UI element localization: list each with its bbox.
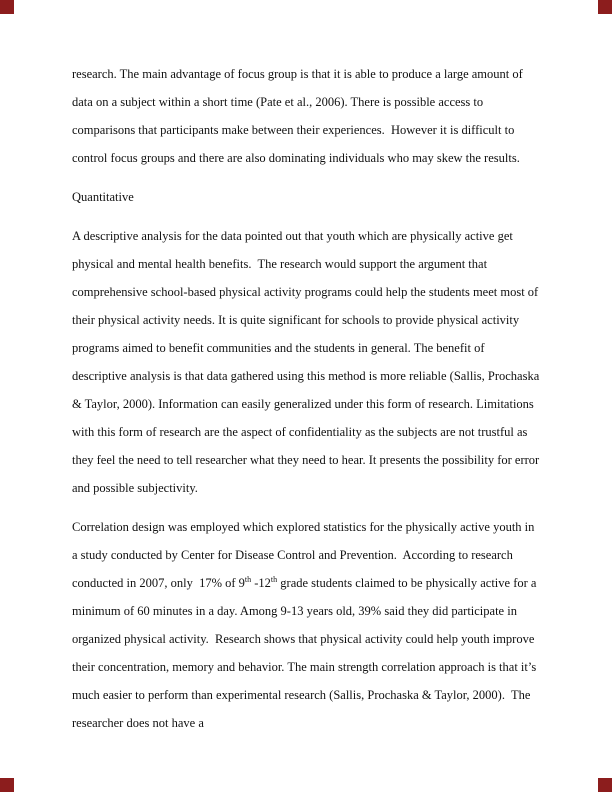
corner-mark-top-right (598, 0, 612, 14)
heading-quantitative (72, 183, 540, 211)
text-segment: Quantitative (72, 190, 134, 204)
corner-mark-bottom-left (0, 778, 14, 792)
corner-mark-top-left (0, 0, 14, 14)
text-segment: A descriptive analysis for the data pointed out that youth which are physically active get physical and mental health benefits. The research would support the argument that comprehensive school-based physical activity programs could help the students meet most of their physical activity needs. It is quite significant for schools to provide physical activity programs aimed to benefit communities and the students in general. The benefit of descriptive analysis is that data gathered using this method is more reliable (Sallis, Prochaska & Taylor, 2000). Information can easily generalized under this form of research. Limitations with this form of research are the aspect of confidentiality as the subjects are not trustful as they feel the need to tell researcher what they need to hear. It presents the possibility for error and possible subjectivity. (72, 229, 543, 495)
paragraph-focus-group (72, 60, 540, 172)
text-segment: -12 (251, 576, 271, 590)
corner-mark-bottom-right (598, 778, 612, 792)
paragraph-descriptive-analysis (72, 222, 543, 502)
paragraph-correlation-design (72, 513, 540, 737)
ordinal-superscript: th (244, 574, 252, 584)
text-segment: grade students claimed to be physically active for a minimum of 60 minutes in a day. Among 9-13 years old, 39% said they did participate in organized physical activity. Research shows that physical activity could help youth improve their concentration, memory and behavior. The main strength correlation approach is that it’s much easier to perform than experimental research (Sallis, Prochaska & Taylor, 2000). The researcher does not have a (72, 576, 540, 730)
text-segment: Correlation design was employed which explored statistics for the physically active youth in a study conducted by Center for Disease Control and Prevention. According to research conducted in 2007, only 17% of 9 (72, 520, 538, 590)
document-text-block (72, 60, 543, 748)
ordinal-superscript: th (270, 574, 278, 584)
text-segment: research. The main advantage of focus group is that it is able to produce a large amount of data on a subject within a short time (Pate et al., 2006). There is possible access to comparisons that participants make between their experiences. However it is difficult to control focus groups and there are also dominating individuals who may skew the results. (72, 67, 526, 165)
